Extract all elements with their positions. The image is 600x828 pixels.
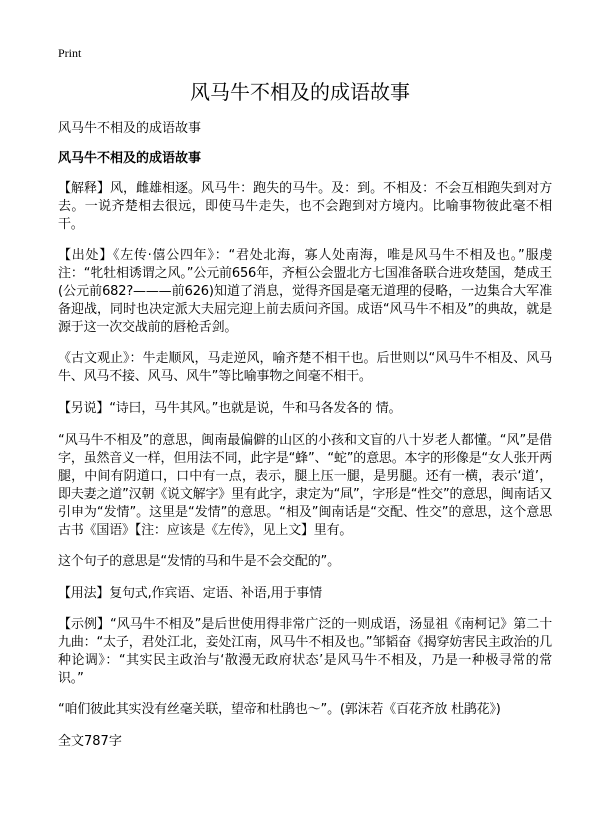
paragraph-explanation: 【解释】风，雌雄相逐。风马牛：跑失的马牛。及：到。不相及：不会互相跑失到对方去。一说齐楚相去很远，即使马牛走失，也不会跑到对方境内。比喻事物彼此毫不相干。 <box>58 181 552 232</box>
page-title: 风马牛不相及的成语故事 <box>190 80 410 104</box>
paragraph-guwen-guanzhi: 《古文观止》：牛走顺风，马走逆风，喻齐楚不相干也。后世则以“风马牛不相及、风马牛、风马不接、风马、风牛”等比喻事物之间毫不相干。 <box>58 351 552 384</box>
section-heading: 风马牛不相及的成语故事 <box>58 151 202 166</box>
paragraph-example: 【示例】“风马牛不相及”是后世使用得非常广泛的一则成语，汤显祖《南柯记》第二十九曲：“太子，君处江北，妾处江南，风马牛不相及也。”邹韬奋《揭穿妨害民主政治的几种论调》：“其实民主政治与‘散漫无政府状态’是风马牛不相及，乃是一种极寻常的常识。” <box>58 617 552 686</box>
paragraph-quote: “咱们彼此其实没有丝毫关联，望帝和杜鹃也～”。(郭沫若《百花齐放 杜鹃花》) <box>58 702 501 717</box>
paragraph-source: 【出处】《左传·僖公四年》：“君处北海，寡人处南海，唯是风马牛不相及也。”服虔注：“牝牡相诱谓之风。”公元前656年，齐桓公会盟北方七国准备联合进攻楚国，楚成王(公元前682?———前626)知道了消息，觉得齐国是毫无道理的侵略，一边集合大军准备迎战，同时也决定派大夫屈完迎上前去质问齐国。成语“风马牛不相及”的典故，就是源于这一次交战前的唇枪舌剑。 <box>58 248 552 335</box>
print-link[interactable]: Print <box>58 46 82 60</box>
word-count: 全文787字 <box>58 734 122 749</box>
paragraph-meaning: “风马牛不相及”的意思，闽南最偏僻的山区的小孩和文盲的八十岁老人都懂。“风”是借字，虽然音义一样，但用法不同，此字是“蜂”、“蛇”的意思。本字的形像是“女人张开两腿，中间有阴道口，口中有一点，表示，腿上压一腿，是男腿。还有一横，表示‘道’，即夫妻之道”汉朝《说文解字》里有此字，隶定为“凬”，字形是“性交”的意思，闽南话又引申为“发情”。这里是“发情”的意思。“相及”闽南话是“交配、性交”的意思，这个意思古书《国语》【注：应该是《左传》，见上文】里有。 <box>58 433 552 538</box>
article-body <box>58 180 552 750</box>
paragraph-sentence-meaning: 这个句子的意思是“发情的马和牛是不会交配的”。 <box>58 554 340 569</box>
paragraph-alternative-saying: 【另说】“诗曰，马牛其风。”也就是说，牛和马各发各的 情。 <box>58 401 402 416</box>
document-subtitle: 风马牛不相及的成语故事 <box>58 121 202 136</box>
paragraph-usage: 【用法】复句式,作宾语、定语、补语,用于事情 <box>58 586 322 601</box>
